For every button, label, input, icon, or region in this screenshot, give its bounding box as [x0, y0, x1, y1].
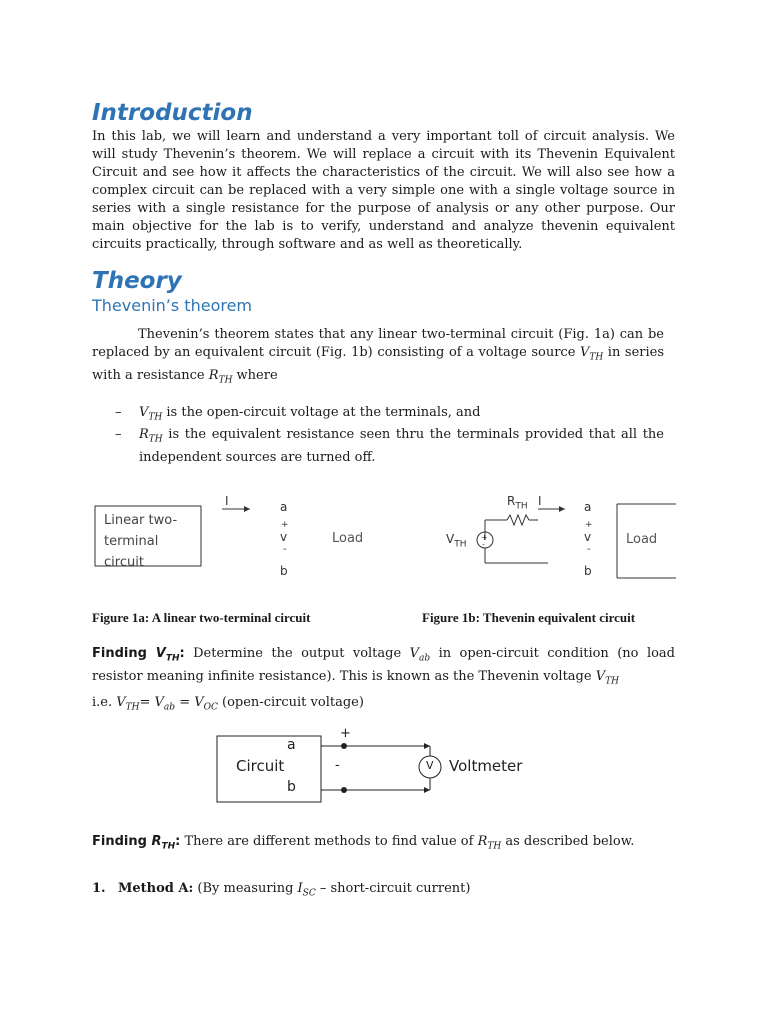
fig1a-load: Load [332, 531, 364, 546]
fig1b-vth: $V_{TH}$ [446, 532, 467, 550]
theorem-paragraph: Thevenin’s theorem states that any linear two-terminal circuit (Fig. 1a) can be replaced by an equivalent circuit (Fig. 1b) consisting of a voltage source $V_{TH}$ in series with a resistance $R_{TH}$ where [92, 327, 664, 386]
fig1a-terminal-b: b [280, 564, 288, 578]
fig1b-terminal-a: a [584, 500, 592, 514]
fig2-circuit-label: Circuit [236, 757, 285, 775]
bullet-rth: $R_{TH}$ is the equivalent resistance seen thru the terminals provided that all the independent sources are turned off. [139, 427, 664, 465]
theorem-subheading: Thevenin’s theorem [92, 296, 253, 315]
figure-voltmeter [215, 728, 545, 806]
fig1b-minus: - [587, 544, 591, 555]
fig1b-rth: $R_{TH}$ [507, 494, 528, 512]
bullet-dash-2: – [115, 427, 122, 442]
figure-1b-caption: Figure 1b: Thevenin equivalent circuit [422, 610, 636, 625]
method-a: 1. Method A: (By measuring $I_{SC}$ – short-circuit current) [92, 881, 471, 899]
linear-circuit-box: Linear two- terminal circuit [104, 513, 178, 570]
fig1b-plus: + [585, 520, 593, 530]
fig2-terminal-a: a [287, 737, 296, 753]
theory-heading: Theory [92, 268, 182, 294]
svg-text:+: + [481, 533, 488, 542]
finding-vth-paragraph: Finding $V_{TH}$: Determine the output voltage $V_{ab}$ in open-circuit condition (no load resistor meaning infinite resistance). This is known as the Thevenin voltage $V_{TH}$ [92, 646, 675, 687]
figure-1a [90, 490, 390, 585]
fig1a-v: v [280, 530, 288, 544]
vth-equation: i.e. $V_{TH}= V_{ab} = V_{OC}$ (open-circuit voltage) [92, 695, 364, 713]
fig1a-plus: + [281, 520, 289, 530]
finding-rth-paragraph: Finding $R_{TH}$: There are different methods to find value of $R_{TH}$ as described below. [92, 834, 635, 852]
fig2-plus: + [340, 726, 351, 741]
fig1a-current: I [225, 494, 229, 508]
fig1b-current: I [538, 494, 542, 508]
fig1b-v: v [584, 530, 592, 544]
bullet-dash-1: – [115, 405, 122, 420]
fig2-terminal-b: b [287, 779, 296, 795]
figure-1a-caption: Figure 1a: A linear two-terminal circuit [92, 610, 311, 625]
voltmeter-symbol: V [426, 759, 434, 772]
intro-paragraph: In this lab, we will learn and understand a very important toll of circuit analysis. We will study Thevenin’s theorem. We will replace a circuit with its Thevenin Equivalent Circuit and see how it affects the characteristics of the circuit. We will also see how a complex circuit can be replaced with a very simple one with a single voltage source in series with a single resistance for the purpose of analysis or any other purpose. Our main objective for the lab is to verify, understand and analyze thevenin equivalent circuits practically, through software and as well as theoretically. [92, 129, 675, 252]
fig1b-load: Load [626, 532, 658, 547]
intro-heading: Introduction [92, 100, 253, 126]
bullet-vth: $V_{TH}$ is the open-circuit voltage at the terminals, and [139, 405, 481, 423]
fig1b-terminal-b: b [584, 564, 592, 578]
fig1a-terminal-a: a [280, 500, 288, 514]
figure-1b [440, 490, 676, 585]
fig2-minus: - [335, 758, 340, 773]
fig1a-minus: - [283, 544, 287, 555]
voltmeter-label: Voltmeter [449, 757, 523, 775]
svg-text:-: - [482, 540, 485, 549]
